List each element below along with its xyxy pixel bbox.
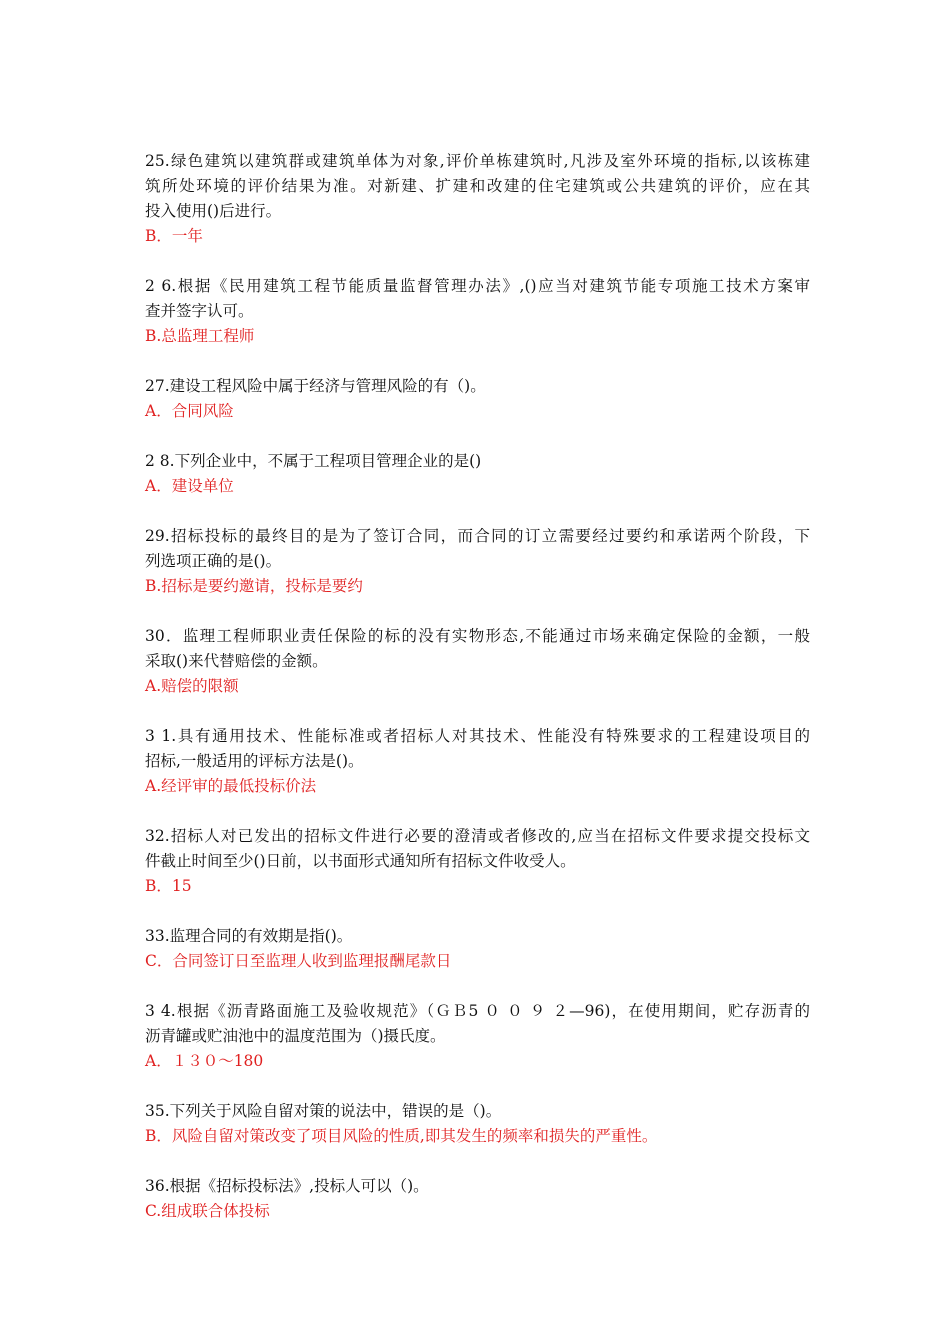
answer-text: B．一年 [145, 227, 203, 245]
question-text-line: 3 4.根据《沥青路面施工及验收规范》（ＧＢ5 ０ ０ ９ ２—96)，在使用期间，贮存沥青的 [145, 1002, 810, 1020]
answer-text: B.总监理工程师 [145, 327, 255, 345]
question-text-line: 招标,一般适用的评标方法是()。 [145, 752, 364, 770]
question-text-line: 查并签字认可。 [145, 302, 254, 320]
question-item-28 [145, 449, 810, 499]
question-item-34 [145, 999, 810, 1074]
answer-text: C.组成联合体投标 [145, 1202, 270, 1220]
answer-text: A.经评审的最低投标价法 [145, 777, 317, 795]
answer-text: B.招标是要约邀请，投标是要约 [145, 577, 363, 595]
question-text-line: 30．监理工程师职业责任保险的标的没有实物形态,不能通过市场来确定保险的金额，一般 [145, 627, 810, 645]
question-item-35 [145, 1099, 810, 1149]
answer-text: A．建设单位 [145, 477, 234, 495]
question-item-30 [145, 624, 810, 699]
question-text-line: 33.监理合同的有效期是指()。 [145, 927, 353, 945]
question-text-line: 列选项正确的是()。 [145, 552, 282, 570]
answer-text: B．风险自留对策改变了项目风险的性质,即其发生的频率和损失的严重性。 [145, 1127, 658, 1145]
question-text-line: 29.招标投标的最终目的是为了签订合同，而合同的订立需要经过要约和承诺两个阶段，下 [145, 527, 810, 545]
question-text-line: 投入使用()后进行。 [145, 202, 282, 220]
answer-text: A．１３０～180 [145, 1052, 264, 1070]
question-text-line: 36.根据《招标投标法》,投标人可以（)。 [145, 1177, 429, 1195]
question-text-line: 沥青罐或贮油池中的温度范围为（)摄氏度。 [145, 1027, 446, 1045]
question-text-line: 25.绿色建筑以建筑群或建筑单体为对象,评价单栋建筑时,凡涉及室外环境的指标,以该栋建 [145, 152, 810, 170]
question-text-line: 3 1.具有通用技术、性能标准或者招标人对其技术、性能没有特殊要求的工程建设项目的 [145, 727, 810, 745]
answer-text: C．合同签订日至监理人收到监理报酬尾款日 [145, 952, 452, 970]
question-text-line: 32.招标人对已发出的招标文件进行必要的澄清或者修改的,应当在招标文件要求提交投标文 [145, 827, 810, 845]
question-text-line: 件截止时间至少()日前，以书面形式通知所有招标文件收受人。 [145, 852, 576, 870]
answer-text: A．合同风险 [145, 402, 234, 420]
question-text-line: 35.下列关于风险自留对策的说法中，错误的是（)。 [145, 1102, 502, 1120]
question-text-line: 2 6.根据《民用建筑工程节能质量监督管理办法》,()应当对建筑节能专项施工技术方案审 [145, 277, 810, 295]
question-item-26 [145, 274, 810, 349]
answer-text: A.赔偿的限额 [145, 677, 239, 695]
answer-text: B．15 [145, 877, 192, 895]
question-text-line: 27.建设工程风险中属于经济与管理风险的有（)。 [145, 377, 486, 395]
question-text-line: 筑所处环境的评价结果为准。对新建、扩建和改建的住宅建筑或公共建筑的评价，应在其 [145, 177, 810, 195]
question-item-29 [145, 524, 810, 599]
question-item-27 [145, 374, 810, 424]
question-item-31 [145, 724, 810, 799]
question-text-line: 采取()来代替赔偿的金额。 [145, 652, 328, 670]
question-list [145, 149, 810, 1249]
question-item-32 [145, 824, 810, 899]
question-item-33 [145, 924, 810, 974]
question-text-line: 2 8.下列企业中，不属于工程项目管理企业的是() [145, 452, 482, 470]
question-item-36 [145, 1174, 810, 1224]
question-item-25 [145, 149, 810, 249]
